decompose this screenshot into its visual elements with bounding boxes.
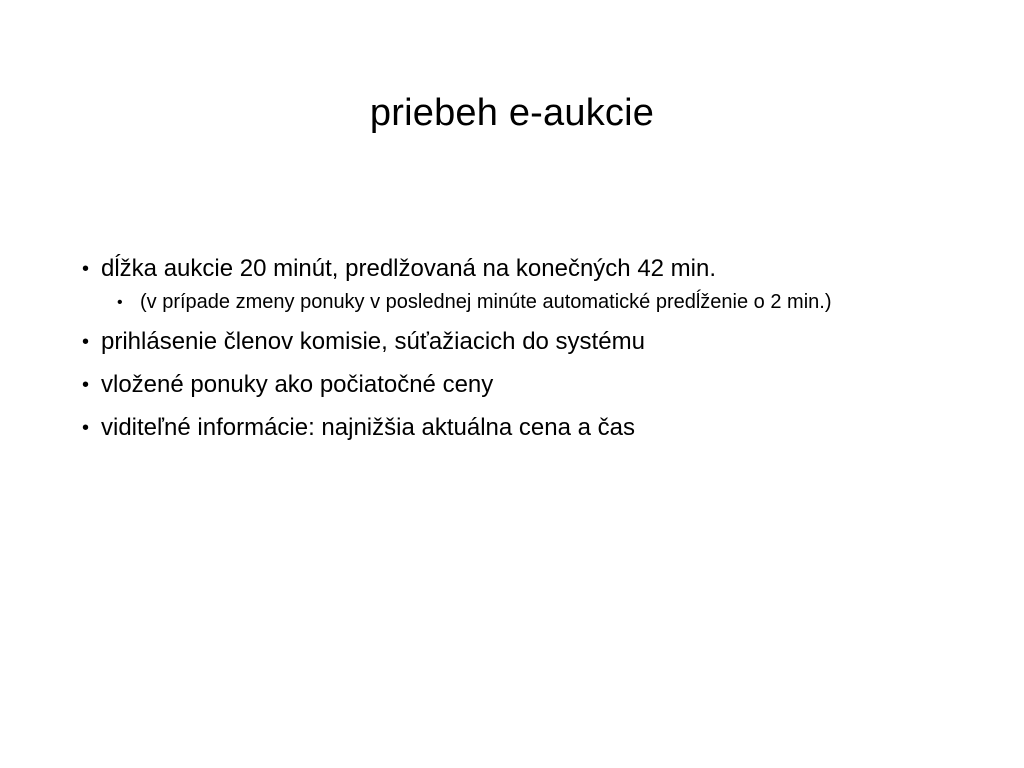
slide-title: priebeh e-aukcie [369, 92, 655, 134]
bullet-text: prihlásenie členov komisie, súťažiacich do systému [101, 328, 645, 355]
bullet-item-4 [72, 411, 932, 445]
bullet-item-3 [72, 368, 932, 402]
sub-bullet-list [101, 289, 932, 316]
bullet-item-2 [72, 325, 932, 359]
bullet-icon: • [82, 417, 90, 439]
bullet-text: viditeľné informácie: najnižšia aktuálna cena a čas [101, 414, 635, 441]
sub-bullet-text: (v prípade zmeny ponuky v poslednej minúte automatické predĺženie o 2 min.) [140, 291, 832, 313]
bullet-text: vložené ponuky ako počiatočné ceny [101, 371, 494, 398]
sub-bullet-item-1 [101, 289, 932, 316]
bullet-list [72, 252, 932, 445]
bullet-item-1 [72, 252, 932, 316]
bullet-icon: • [82, 331, 90, 353]
slide-content [72, 252, 932, 454]
bullet-icon: • [117, 294, 123, 311]
bullet-text: dĺžka aukcie 20 minút, predlžovaná na konečných 42 min. [101, 255, 717, 282]
bullet-icon: • [82, 258, 90, 280]
bullet-icon: • [82, 374, 90, 396]
